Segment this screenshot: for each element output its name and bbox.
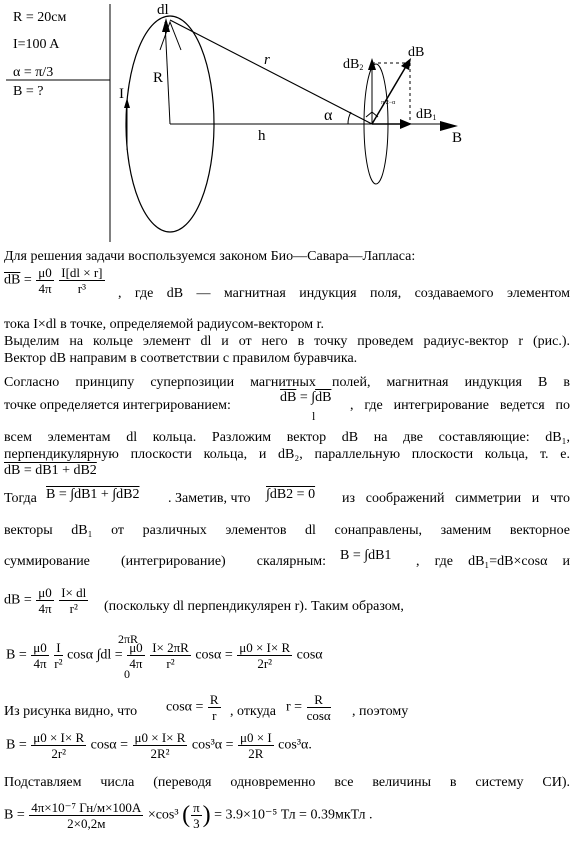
alpha-arc bbox=[348, 112, 351, 124]
B-final-formula bbox=[6, 730, 312, 761]
given-angle: α = π/3 bbox=[13, 65, 54, 80]
frac-num: μ0 bbox=[38, 265, 52, 280]
frac-R-r bbox=[208, 692, 221, 723]
frac-num: μ0 × I× R bbox=[134, 730, 186, 745]
label-R: R bbox=[153, 70, 164, 86]
frac-den: 2R² bbox=[150, 746, 170, 761]
text-line-7b: , где интегрирование ведется по bbox=[350, 398, 570, 413]
formula-cos3: cos³α = bbox=[191, 737, 234, 753]
text-line-16c: , поэтому bbox=[352, 704, 409, 719]
integral-sign: ∫ bbox=[96, 647, 101, 663]
frac-R-cos bbox=[307, 692, 331, 723]
frac-den: cosα bbox=[306, 708, 331, 723]
formula-cos-eq: cosα = bbox=[166, 699, 204, 715]
B-split-formula: B = ∫dB1 + ∫dB2 bbox=[46, 487, 140, 502]
given-radius: R = 20см bbox=[13, 10, 67, 25]
frac-den: 4π bbox=[38, 601, 52, 616]
text-line-9: перпендикулярную плоскости кольца, и dB₂, параллельную плоскости кольца, т. е. bbox=[4, 447, 570, 462]
text-line-11b: . Заметив, что bbox=[168, 491, 251, 506]
frac-mu0IR-2r2 bbox=[237, 640, 292, 671]
formula-cos3-numeric: ×cos³ bbox=[147, 807, 179, 823]
frac-mu0-4pi bbox=[36, 265, 53, 296]
text-line-4: Выделим на кольце элемент dl и от него в точку проведем радиус-вектор r (рис.). bbox=[4, 334, 570, 349]
frac-num: μ0 × I× R bbox=[33, 730, 85, 745]
text-line-12: векторы dB₁ от различных элементов dl сонаправлены, заменим векторное bbox=[4, 523, 570, 538]
text-line-7a: точке определяется интегрированием: bbox=[4, 398, 231, 413]
given-unknown: B = ? bbox=[13, 84, 44, 99]
frac-num: μ0 bbox=[33, 640, 47, 655]
frac-den: 4π bbox=[38, 281, 52, 296]
frac-I2piR-r2 bbox=[150, 640, 191, 671]
label-I: I bbox=[119, 86, 124, 102]
integral-sign: ∫ bbox=[311, 390, 316, 405]
label-alpha: α bbox=[324, 107, 333, 124]
label-r: r bbox=[264, 52, 270, 68]
frac-den: 4π bbox=[33, 656, 47, 671]
label-dB: dB bbox=[408, 45, 425, 60]
integral-formula bbox=[280, 390, 332, 423]
B-scalar-formula: B = ∫dB1 bbox=[340, 548, 392, 563]
frac-num: μ0 bbox=[129, 640, 143, 655]
ring-field-figure bbox=[0, 0, 576, 250]
frac-num: I× dl bbox=[61, 585, 87, 600]
frac-idl-r2 bbox=[59, 585, 88, 616]
label-dB2: dB2 bbox=[343, 57, 364, 72]
frac-num: μ0 × I× R bbox=[239, 640, 291, 655]
text-line-1: Для решения задачи воспользуемся законом Био—Савара—Лапласа: bbox=[4, 249, 416, 264]
text-line-2: , где dB — магнитная индукция поля, создаваемого элементом bbox=[118, 286, 570, 301]
frac-pi-3 bbox=[191, 800, 202, 831]
text-line-6: Согласно принципу суперпозиции магнитных полей, магнитная индукция B в bbox=[4, 375, 570, 390]
label-dl: dl bbox=[157, 2, 169, 18]
dB-vector-line bbox=[372, 63, 408, 124]
int-dB2-zero-formula: ∫dB2 = 0 bbox=[266, 487, 316, 502]
frac-mu0-4pi bbox=[31, 640, 48, 671]
text-line-13a: суммирование (интегрирование) скалярным: bbox=[4, 554, 326, 569]
frac-den: 4π bbox=[129, 656, 143, 671]
text-line-13b: , где dB₁=dB×cosα и bbox=[416, 554, 570, 569]
frac-den: r bbox=[212, 708, 217, 723]
formula-dB: $\overline{dB}$ bbox=[4, 272, 21, 288]
text-line-8: всем элементам dl кольца. Разложим вектор dB на две составляющие: dB₁, bbox=[4, 430, 570, 445]
text-line-11c: из соображений симметрии и что bbox=[342, 491, 570, 506]
formula-lhs: B = bbox=[4, 807, 25, 823]
frac-den: 2×0,2м bbox=[67, 816, 106, 831]
frac-num: R bbox=[209, 692, 219, 707]
frac-num: μ0 × I bbox=[240, 730, 272, 745]
frac-den: r² bbox=[69, 601, 78, 616]
frac-mu0IR-2R2 bbox=[133, 730, 188, 761]
text-line-14: (поскольку dl перпендикулярен r). Таким образом, bbox=[104, 599, 404, 614]
formula-cos: cosα bbox=[296, 647, 323, 663]
frac-den: 2r² bbox=[51, 746, 67, 761]
frac-num: I[dl × r] bbox=[61, 265, 103, 280]
formula-lhs: dB = bbox=[4, 592, 32, 608]
frac-den: r² bbox=[54, 656, 63, 671]
frac-mu0-4pi bbox=[36, 585, 53, 616]
text-line-16a: Из рисунка видно, что bbox=[4, 704, 138, 719]
formula-lhs: B = bbox=[6, 737, 27, 753]
B-integral-derivation bbox=[6, 640, 323, 671]
formula-dB: $\overline{dB}$ bbox=[280, 390, 297, 405]
frac-num: 4π×10⁻⁷ Гн/м×100А bbox=[31, 800, 142, 815]
frac-num: μ0 bbox=[38, 585, 52, 600]
vector-sum-formula: dB = dB1 + dB2 bbox=[4, 463, 97, 478]
formula-result: = 3.9×10⁻⁵ Тл = 0.39мкТл . bbox=[214, 807, 373, 823]
formula-cos-eq: cosα = bbox=[90, 737, 129, 753]
radius-vector-line bbox=[170, 20, 372, 124]
current-direction-arrow bbox=[124, 98, 130, 108]
biot-savart-formula bbox=[4, 265, 106, 296]
formula-cos3-end: cos³α. bbox=[278, 737, 312, 753]
frac-idl-r3 bbox=[59, 265, 104, 296]
formula-cos: cosα bbox=[67, 647, 94, 663]
frac-mu0IR-2r2 bbox=[31, 730, 86, 761]
formula-integrand: $\overline{dB}$ bbox=[315, 390, 332, 405]
formula-r-eq: r = bbox=[286, 699, 303, 715]
frac-mu0I-2R bbox=[238, 730, 274, 761]
r-from-figure-formula bbox=[286, 692, 332, 723]
text-line-16b: , откуда bbox=[230, 704, 276, 719]
frac-den: 3 bbox=[193, 816, 200, 831]
dl-arrow bbox=[160, 22, 181, 50]
frac-den: r² bbox=[166, 656, 175, 671]
paren-open: ( bbox=[182, 802, 191, 828]
given-current: I=100 A bbox=[13, 37, 60, 52]
formula-dl: dl = bbox=[100, 647, 123, 663]
text-line-11a: Тогда bbox=[4, 491, 37, 506]
integral-upper-limit: 2πR bbox=[118, 632, 139, 646]
formula-eq: = bbox=[23, 272, 32, 288]
formula-cos-eq: cosα = bbox=[195, 647, 233, 663]
cos-from-figure-formula bbox=[166, 692, 222, 723]
text-line-18: Подставляем числа (переводя одновременно все величины в систему СИ). bbox=[4, 775, 570, 790]
integral-lower-limit: 0 bbox=[124, 667, 130, 681]
label-h: h bbox=[258, 128, 266, 144]
frac-numeric bbox=[29, 800, 143, 831]
integral-limit: l bbox=[312, 409, 316, 423]
frac-num: π bbox=[193, 800, 200, 815]
label-dB1: dB1 bbox=[416, 107, 437, 122]
formula-lhs: B = bbox=[6, 647, 27, 663]
frac-den: r³ bbox=[77, 281, 86, 296]
frac-I-r2 bbox=[54, 640, 62, 671]
label-B: B bbox=[452, 130, 463, 146]
frac-num: R bbox=[307, 692, 331, 708]
paren-close: ) bbox=[202, 802, 211, 828]
text-line-3: тока I×dl в точке, определяемой радиусом-вектором r. bbox=[4, 317, 324, 332]
frac-den: 2R bbox=[248, 746, 264, 761]
frac-den: 2r² bbox=[257, 656, 273, 671]
radius-line bbox=[165, 22, 170, 124]
frac-num: I× 2πR bbox=[152, 640, 189, 655]
dB-scalar-formula bbox=[4, 585, 89, 616]
frac-num: I bbox=[56, 640, 61, 655]
formula-eq: = bbox=[299, 390, 308, 405]
label-small-angle: π/2−α bbox=[381, 100, 396, 106]
text-line-5: Вектор dB направим в соответствии с правилом буравчика. bbox=[4, 351, 358, 366]
numeric-result-formula bbox=[4, 800, 372, 831]
